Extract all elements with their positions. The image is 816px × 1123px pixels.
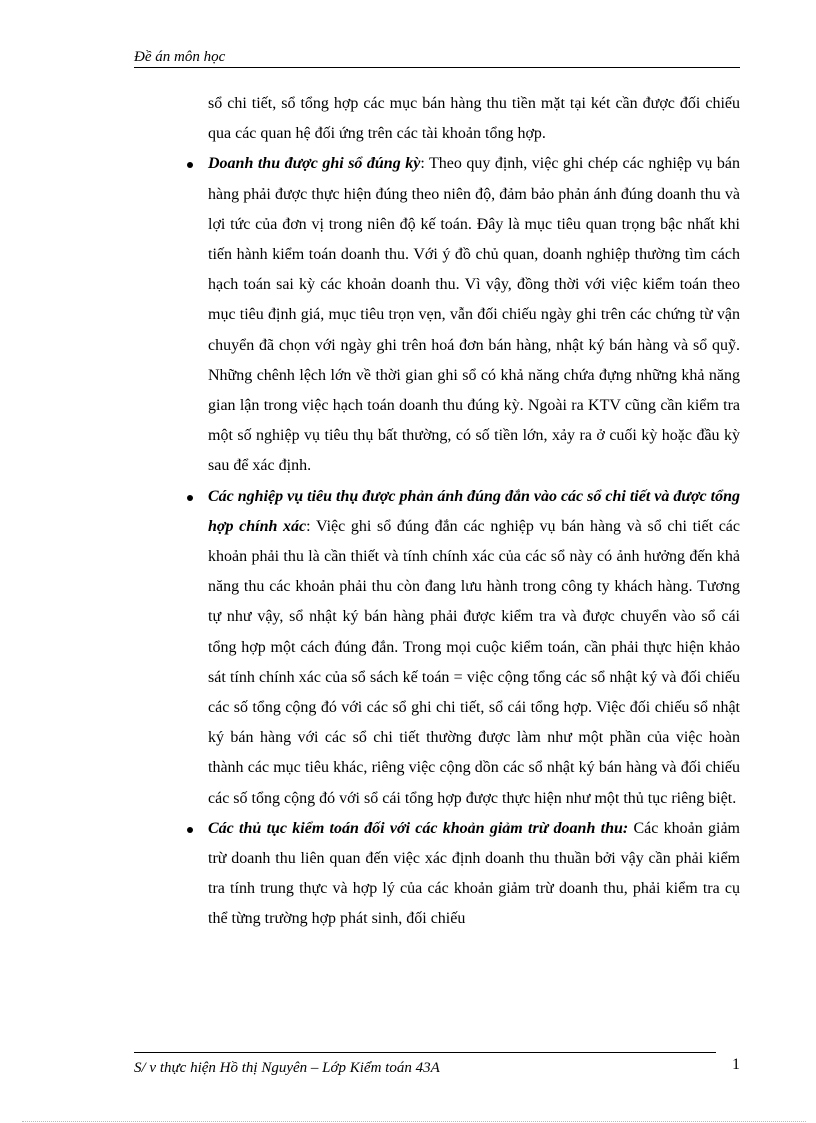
bullet-text: : Việc ghi sổ đúng đắn các nghiệp vụ bán hàng và sổ chi tiết các khoản phải thu là cần thiết và tính chính xác của các sổ này có ảnh hưởng đến khả năng thu các khoản phải thu còn đang lưu hành trong công ty khách hàng. Tương tự như vậy, sổ nhật ký bán hàng phải được kiểm tra và được chuyển vào sổ cái tổng hợp một cách đúng đắn. Trong mọi cuộc kiểm toán, cần phải thực hiện khảo sát tính chính xác của sổ sách kế toán = việc cộng tổng các sổ nhật ký và đối chiếu các số tổng cộng đó với các sổ ghi chi tiết, sổ cái tổng hợp. Việc đối chiếu sổ nhật ký bán hàng với các sổ chi tiết thường được làm như một phần của việc hoàn thành các mục tiêu khác, riêng việc cộng dồn các sổ nhật ký bán hàng và đối chiếu các số tổng cộng đó với sổ cái tổng hợp được thực hiện như một thủ tục riêng biệt. [208,517,741,807]
page-footer [134,1052,740,1077]
bullet-item-revenue-period [134,149,740,481]
bullet-item-recording-accuracy [134,482,740,814]
bullet-text: : Theo quy định, việc ghi chép các nghiệp vụ bán hàng phải được thực hiện đúng theo niên độ, đảm bảo phản ánh đúng doanh thu và lợi tức của đơn vị trong niên độ kế toán. Đây là mục tiêu quan trọng bậc nhất khi tiến hành kiểm toán doanh thu. Với ý đồ chủ quan, doanh nghiệp thường tìm cách hạch toán sai kỳ các khoản doanh thu. Vì vậy, đồng thời với việc kiểm toán theo mục tiêu định giá, mục tiêu trọn vẹn, vẫn đối chiếu ngày ghi trên các chứng từ vận chuyển đã chọn với ngày ghi trên hoá đơn bán hàng, nhật ký bán hàng và sổ quỹ. Những chênh lệch lớn về thời gian ghi sổ có khả năng chứa đựng những khả năng gian lận trong việc hạch toán doanh thu đúng kỳ. Ngoài ra KTV cũng cần kiểm tra một số nghiệp vụ tiêu thụ bất thường, có số tiền lớn, xảy ra ở cuối kỳ hoặc đầu kỳ sau để xác định. [208,155,740,475]
page-header [134,48,740,68]
bullet-icon [187,495,193,501]
bullet-lead: Các thủ tục kiểm toán đối với các khoản giảm trừ doanh thu: [208,819,629,837]
footer-divider [134,1052,716,1053]
bullet-item-revenue-deductions [134,814,740,935]
bullet-list [134,149,740,934]
page-number: 1 [732,1056,740,1073]
page-edge-divider [22,1121,806,1122]
footer-author: S/ v thực hiện Hồ thị Nguyên – Lớp Kiểm toán 43A [134,1060,440,1076]
bullet-icon [187,162,193,168]
bullet-text: Các khoản giảm trừ doanh thu liên quan đến việc xác định doanh thu thuần bởi vậy cần phải kiểm tra tính trung thực và hợp lý của các khoản giảm trừ doanh thu, phải kiểm tra cụ thể từng trường hợp phát sinh, đối chiếu [208,819,741,928]
bullet-lead: Các nghiệp vụ tiêu thụ được phản ánh đúng đắn vào các sổ chi tiết và được tổng hợp chính xác [208,487,740,535]
bullet-icon [187,827,193,833]
document-body [134,89,740,935]
bullet-lead: Doanh thu được ghi sổ đúng kỳ [208,155,421,173]
header-title: Đề án môn học [134,49,226,65]
continued-paragraph: sổ chi tiết, sổ tổng hợp các mục bán hàng thu tiền mặt tại két cần được đối chiếu qua các quan hệ đối ứng trên các tài khoản tổng hợp. [208,95,740,143]
